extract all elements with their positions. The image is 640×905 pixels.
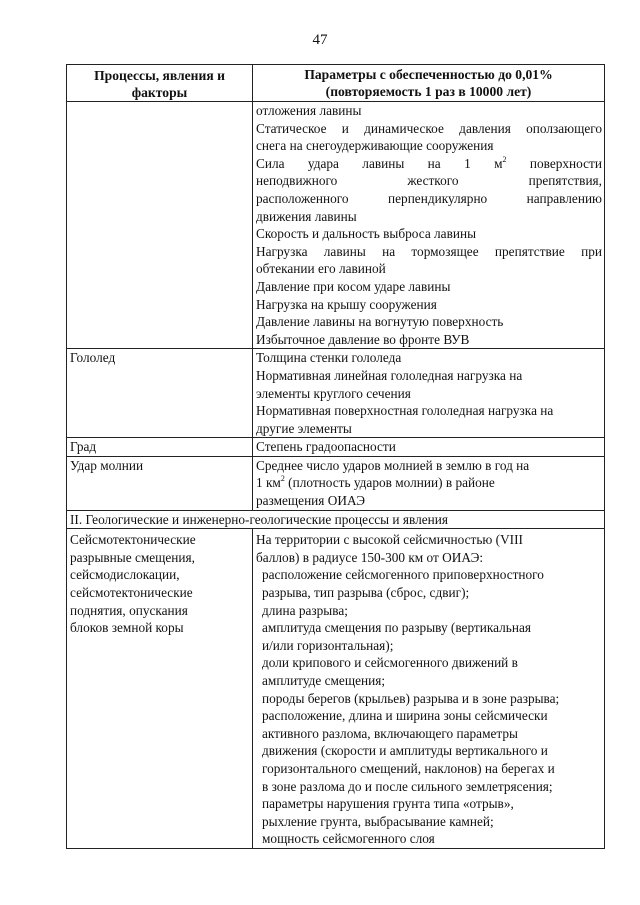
param-text: другие элементы: [256, 420, 352, 436]
avalanche-params-cell: [253, 102, 605, 349]
param-text: доли крипового и сейсмогенного движений в: [262, 655, 518, 671]
param-text: разрыва, тип разрыва (сброс, сдвиг);: [262, 585, 470, 601]
lightning-params-cell: [253, 456, 605, 510]
param-text: расположение сейсмогенного приповерхностного: [262, 567, 544, 583]
process-label: Сейсмотектонические: [70, 532, 196, 548]
param-text: 1 $км^2$ (плотность ударов молнии) в районе: [256, 474, 495, 491]
param-text: Нормативная поверхностная гололедная нагрузка на: [256, 403, 554, 419]
param-text: отложения лавины: [256, 103, 362, 118]
param-text: размещения ОИАЭ: [256, 493, 365, 509]
process-label: сейсмодислокации,: [70, 567, 180, 583]
parameters-table: [66, 64, 605, 849]
header-processes: Процессы, явления и факторы: [67, 65, 253, 102]
param-text: породы берегов (крыльев) разрыва и в зоне разрыва;: [262, 690, 560, 706]
param-text: горизонтального смещений, наклонов) на берегах и: [262, 760, 555, 776]
hail-label-cell: [67, 438, 253, 457]
param-text: неподвижного жесткого препятствия,: [256, 173, 602, 189]
section-row: [67, 510, 605, 529]
table-row: [67, 456, 605, 510]
table-row: [67, 529, 605, 849]
process-label: Град: [70, 439, 97, 455]
param-text: активного разлома, включающего параметры: [262, 725, 518, 741]
avalanche-label-cell: [67, 102, 253, 349]
superscript: 2: [502, 154, 507, 164]
table-row: [67, 349, 605, 438]
param-text: длина разрыва;: [262, 602, 348, 618]
param-text: Толщина стенки гололеда: [256, 350, 402, 366]
param-text: и/или горизонтальная);: [262, 637, 394, 653]
hail-params-cell: [253, 438, 605, 457]
param-text: Сила удара лавины на 1 $м^2$ поверхности: [256, 154, 602, 171]
param-text: Нагрузка лавины на тормозящее препятствие при: [256, 243, 602, 259]
param-text: снега на снегоудерживающие сооружения: [256, 138, 494, 154]
param-text: Давление при косом ударе лавины: [256, 278, 451, 294]
param-text: Статическое и динамическое давления оползающего: [256, 120, 602, 136]
param-text: параметры нарушения грунта типа «отрыв»,: [262, 796, 514, 812]
param-text: На территории с высокой сейсмичностью (VIII: [256, 532, 523, 548]
param-text: расположенного перпендикулярно направлению: [256, 190, 602, 206]
ice-label-cell: [67, 349, 253, 438]
seismo-label-cell: [67, 529, 253, 849]
page-number: 47: [312, 32, 328, 48]
process-label: Удар молнии: [70, 457, 144, 473]
process-label: разрывные смещения,: [70, 549, 195, 565]
process-label: блоков земной коры: [70, 620, 184, 636]
param-text: Скорость и дальность выброса лавины: [256, 226, 477, 242]
section-heading: II. Геологические и инженерно-геологические процессы и явления: [67, 510, 605, 529]
param-text: движения лавины: [256, 208, 357, 224]
param-text: Избыточное давление во фронте ВУВ: [256, 331, 470, 347]
process-label: Гололед: [70, 350, 116, 366]
table-header-row: [67, 65, 605, 102]
param-text: элементы круглого сечения: [256, 385, 411, 401]
lightning-label-cell: [67, 456, 253, 510]
param-text: Среднее число ударов молнией в землю в год на: [256, 457, 530, 473]
param-text: Давление лавины на вогнутую поверхность: [256, 314, 504, 330]
param-text: обтекании его лавиной: [256, 261, 386, 277]
header-parameters-line1: Параметры с обеспеченностью до 0,01%: [304, 67, 553, 82]
param-text: движения (скорости и амплитуды вертикального и: [262, 743, 548, 759]
param-text: баллов) в радиусе 150-300 км от ОИАЭ:: [256, 549, 484, 565]
param-text: Нагрузка на крышу сооружения: [256, 296, 437, 312]
header-parameters-line2: (повторяемость 1 раз в 10000 лет): [325, 84, 532, 99]
param-text: Нормативная линейная гололедная нагрузка на: [256, 367, 523, 383]
ice-params-cell: [253, 349, 605, 438]
param-text: рыхление грунта, выбрасывание камней;: [262, 813, 494, 829]
param-text: мощность сейсмогенного слоя: [262, 831, 435, 847]
table-row: [67, 102, 605, 349]
param-text: амплитуде смещения;: [262, 673, 386, 688]
param-text: амплитуда смещения по разрыву (вертикальная: [262, 620, 531, 636]
param-text: в зоне разлома до и после сильного землетрясения;: [262, 778, 553, 794]
process-label: сейсмотектонические: [70, 585, 193, 601]
superscript: 2: [280, 474, 285, 484]
param-text: расположение, длина и ширина зоны сейсмически: [262, 708, 548, 724]
table-row: [67, 438, 605, 457]
header-parameters: [253, 65, 605, 102]
process-label: поднятия, опускания: [70, 602, 188, 618]
param-text: Степень градоопасности: [256, 439, 396, 455]
seismo-params-cell: [253, 529, 605, 849]
